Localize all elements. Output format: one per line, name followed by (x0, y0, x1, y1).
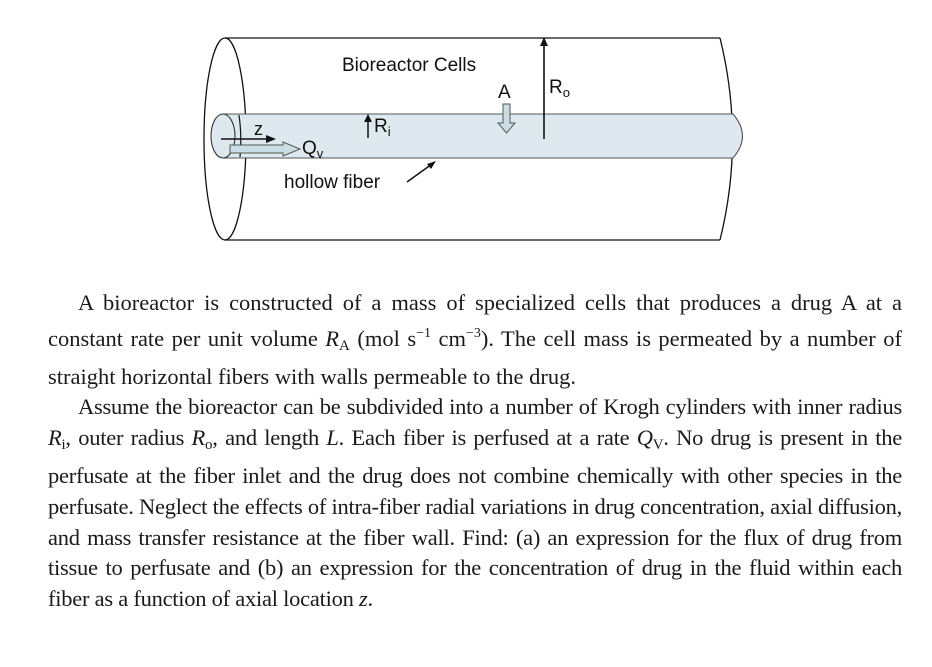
inner-radius-label: $R_i$ (374, 116, 391, 139)
problem-statement (48, 288, 902, 615)
hollow-fiber-pointer-icon (407, 161, 436, 182)
species-a-label: A (498, 82, 511, 103)
outer-radius-label: $R_o$ (549, 77, 570, 100)
bioreactor-cells-label: Bioreactor Cells (342, 55, 477, 76)
hollow-fiber-label: hollow fiber (284, 172, 381, 193)
paragraph-2: Assume the bioreactor can be subdivided into a number of Krogh cylinders with inner radius $R_i$, outer radius $R_o$, and length L. Each fiber is perfused at a rate $Q_V$. No drug is present in the perfusate at the fiber inlet and the drug does not combine chemically with other species in the perfusate. Neglect the effects of intra-fiber radial variations in drug concentration, axial diffusion, and mass transfer resistance at the fiber wall. Find: (a) an expression for the flux of drug from tissue to perfusate and (b) an expression for the concentration of drug in the fluid within each fiber as a function of axial location z. (48, 394, 902, 612)
krogh-cylinder-figure (0, 0, 932, 260)
axial-z-label: z (254, 119, 263, 139)
bioreactor-diagram (0, 0, 932, 260)
paragraph-1: A bioreactor is constructed of a mass of specialized cells that produces a drug A at a constant rate per unit volume $R_A$ (mol $s^{-1}$ $cm^{-3}$). The cell mass is permeated by a number of straight horizontal fibers with walls permeable to the drug. (48, 290, 902, 389)
flow-rate-label: $Q_v$ (302, 138, 324, 161)
